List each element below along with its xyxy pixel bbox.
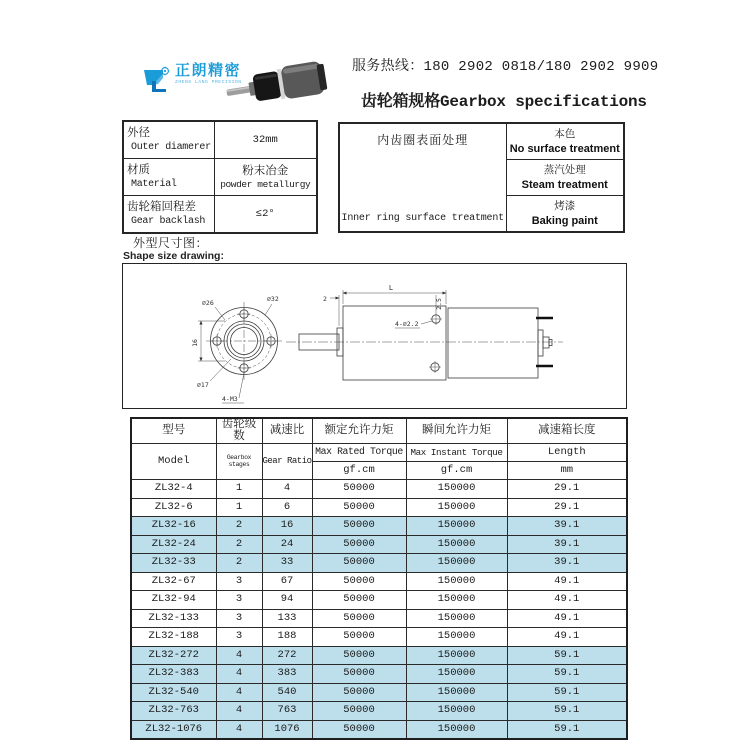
col-ratio-zh: 减速比 [262,418,312,444]
treatment-option: 本色 No surface treatment [506,123,624,160]
ratio-cell: 16 [262,517,312,536]
dim-16: 16 [191,339,199,347]
dim-2: 2 [323,295,327,303]
treatment-option: 烤漆 Baking paint [506,196,624,233]
rated-torque-cell: 50000 [312,480,406,499]
stages-cell: 4 [216,646,262,665]
length-cell: 59.1 [507,702,627,721]
ratio-cell: 67 [262,572,312,591]
ratio-cell: 133 [262,609,312,628]
model-row [131,702,627,721]
spec-value: 粉末冶金 powder metallurgy [214,159,317,196]
model-cell: ZL32-133 [131,609,216,628]
col-stages-zh: 齿轮级数 [216,418,262,444]
stages-cell: 4 [216,720,262,739]
drawing-label-zh: 外型尺寸图： [133,237,209,251]
stages-cell: 4 [216,702,262,721]
length-cell: 39.1 [507,535,627,554]
shape-size-drawing-box [122,263,627,409]
instant-torque-cell: 150000 [406,572,507,591]
rated-torque-cell: 50000 [312,591,406,610]
stages-cell: 1 [216,498,262,517]
col-length-unit: mm [507,462,627,480]
col-model-en: Model [131,444,216,480]
length-cell: 39.1 [507,517,627,536]
ratio-cell: 763 [262,702,312,721]
surface-treatment-table [338,122,625,233]
model-row [131,646,627,665]
shape-size-drawing [123,264,626,408]
col-ratio-en: Gear Ratio [262,444,312,480]
service-hotline: 服务热线：180 2902 0818/180 2902 9909 [352,59,659,75]
header-row-zh [131,418,627,444]
length-cell: 59.1 [507,646,627,665]
gearbox-model-table [130,417,628,740]
stages-cell: 3 [216,628,262,647]
length-cell: 29.1 [507,498,627,517]
rated-torque-cell: 50000 [312,535,406,554]
rated-torque-cell: 50000 [312,702,406,721]
stages-cell: 2 [216,517,262,536]
dim-4m3: 4-M3 [222,395,238,403]
length-cell: 59.1 [507,683,627,702]
model-cell: ZL32-33 [131,554,216,573]
brand-name-en: ZHENG LANG PRECISION [175,80,242,85]
col-rated-zh: 额定允许力矩 [312,418,406,444]
col-instant-zh: 瞬间允许力矩 [406,418,507,444]
stages-cell: 3 [216,609,262,628]
instant-torque-cell: 150000 [406,702,507,721]
rated-torque-cell: 50000 [312,646,406,665]
col-length-zh: 减速箱长度 [507,418,627,444]
model-row [131,591,627,610]
spec-label: 材质 Material [123,159,214,196]
length-cell: 49.1 [507,609,627,628]
model-row [131,554,627,573]
model-row [131,628,627,647]
length-cell: 49.1 [507,572,627,591]
ratio-cell: 272 [262,646,312,665]
model-cell: ZL32-6 [131,498,216,517]
model-cell: ZL32-763 [131,702,216,721]
instant-torque-cell: 150000 [406,517,507,536]
rated-torque-cell: 50000 [312,628,406,647]
stages-cell: 2 [216,535,262,554]
model-row [131,720,627,739]
model-row [131,683,627,702]
dim-d17: ⌀17 [197,381,209,389]
header-row-en [131,444,627,462]
instant-torque-cell: 150000 [406,480,507,499]
rated-torque-cell: 50000 [312,665,406,684]
stages-cell: 3 [216,572,262,591]
instant-torque-cell: 150000 [406,609,507,628]
stages-cell: 2 [216,554,262,573]
model-cell: ZL32-4 [131,480,216,499]
ratio-cell: 383 [262,665,312,684]
logo-mark-icon [142,64,172,94]
instant-torque-cell: 150000 [406,683,507,702]
rated-torque-cell: 50000 [312,572,406,591]
model-cell: ZL32-24 [131,535,216,554]
rated-torque-cell: 50000 [312,498,406,517]
length-cell: 59.1 [507,720,627,739]
rated-torque-cell: 50000 [312,517,406,536]
instant-torque-cell: 150000 [406,646,507,665]
length-cell: 49.1 [507,591,627,610]
instant-torque-cell: 150000 [406,498,507,517]
instant-torque-cell: 150000 [406,720,507,739]
ratio-cell: 1076 [262,720,312,739]
dim-d26: ⌀26 [202,299,214,307]
spec-value: 32mm [214,121,317,159]
spec-row-backlash [123,196,317,234]
instant-torque-cell: 150000 [406,628,507,647]
drawing-label-en: Shape size drawing: [123,250,224,262]
treatment-label-cell: 内齿圈表面处理 Inner ring surface treatment [339,123,506,232]
model-cell: ZL32-94 [131,591,216,610]
model-cell: ZL32-16 [131,517,216,536]
spec-row-outer-diameter [123,121,317,159]
ratio-cell: 33 [262,554,312,573]
rated-torque-cell: 50000 [312,683,406,702]
length-cell: 59.1 [507,665,627,684]
dim-2-5: 2.5 [435,298,443,310]
model-row [131,609,627,628]
instant-torque-cell: 150000 [406,535,507,554]
front-view [191,295,282,403]
col-length-en: Length [507,444,627,462]
ratio-cell: 94 [262,591,312,610]
ratio-cell: 540 [262,683,312,702]
spec-value: ≤2° [214,196,317,234]
spec-label: 齿轮箱回程差 Gear backlash [123,196,214,234]
rated-torque-cell: 50000 [312,609,406,628]
length-cell: 49.1 [507,628,627,647]
model-row [131,498,627,517]
spec-label: 外径 Outer diamerer [123,121,214,159]
model-cell: ZL32-540 [131,683,216,702]
model-row [131,535,627,554]
page-title: 齿轮箱规格Gearbox specifications [361,93,647,111]
model-row [131,665,627,684]
col-instant-unit: gf.cm [406,462,507,480]
ratio-cell: 24 [262,535,312,554]
model-row [131,572,627,591]
model-cell: ZL32-188 [131,628,216,647]
model-cell: ZL32-272 [131,646,216,665]
col-model-zh: 型号 [131,418,216,444]
length-cell: 39.1 [507,554,627,573]
brand-name-zh: 正朗精密 [175,63,242,80]
instant-torque-cell: 150000 [406,554,507,573]
basic-spec-table [122,120,318,234]
side-view [286,284,563,380]
ratio-cell: 4 [262,480,312,499]
model-cell: ZL32-1076 [131,720,216,739]
treatment-option: 蒸汽处理 Steam treatment [506,160,624,196]
ratio-cell: 6 [262,498,312,517]
dim-d32: ⌀32 [267,295,279,303]
stages-cell: 4 [216,683,262,702]
dim-4d22: 4-⌀2.2 [395,320,419,328]
stages-cell: 4 [216,665,262,684]
model-row [131,517,627,536]
ratio-cell: 188 [262,628,312,647]
stages-cell: 3 [216,591,262,610]
product-photo [222,54,334,112]
col-instant-en: Max Instant Torque [406,444,507,462]
spec-row-material [123,159,317,196]
col-rated-en: Max Rated Torque [312,444,406,462]
dim-L: L [388,284,394,292]
model-cell: ZL32-67 [131,572,216,591]
length-cell: 29.1 [507,480,627,499]
instant-torque-cell: 150000 [406,665,507,684]
rated-torque-cell: 50000 [312,720,406,739]
model-cell: ZL32-383 [131,665,216,684]
stages-cell: 1 [216,480,262,499]
col-rated-unit: gf.cm [312,462,406,480]
instant-torque-cell: 150000 [406,591,507,610]
rated-torque-cell: 50000 [312,554,406,573]
col-stages-en: Gearbox stages [216,444,262,480]
model-row [131,480,627,499]
